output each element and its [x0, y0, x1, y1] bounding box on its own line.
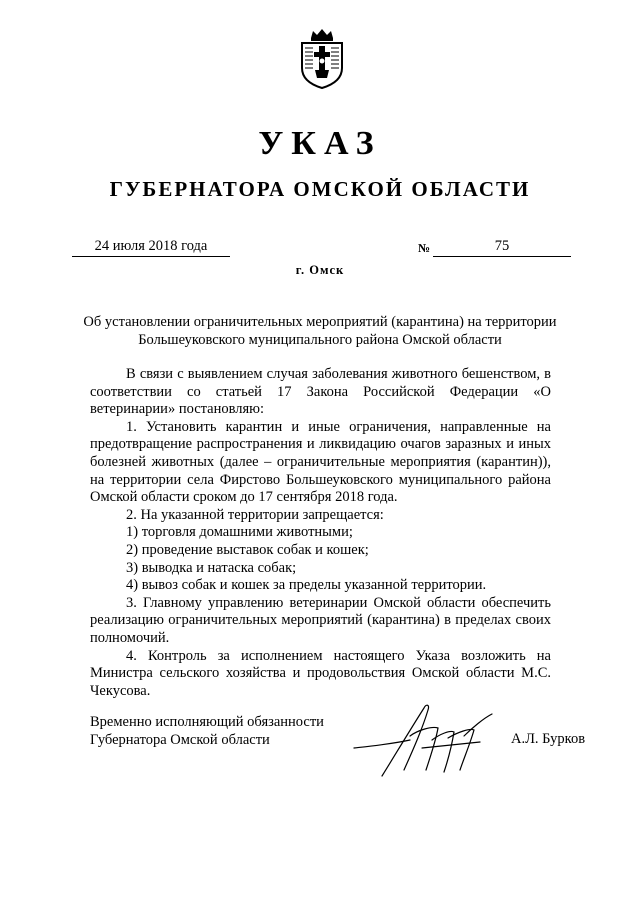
signatory-position-line-2: Губернатора Омской области: [90, 732, 270, 748]
document-city: г. Омск: [295, 263, 345, 277]
document-number: 75: [433, 238, 571, 257]
item-3-paragraph: 3. Главному управлению ветеринарии Омской области обеспечить реализацию ограничительных мероприятий (карантина) в пределах своих полномочий.: [90, 594, 551, 646]
omsk-coat-of-arms-icon: [297, 28, 347, 90]
item-4-paragraph: 4. Контроль за исполнением настоящего Указа возложить на Министра сельского хозяйства и продовольствия Омской области М.С. Чекусова.: [90, 647, 551, 699]
document-subtitle: ГУБЕРНАТОРА ОМСКОЙ ОБЛАСТИ: [109, 177, 531, 201]
preamble-paragraph: В связи с выявлением случая заболевания животного бешенством, в соответствии со статьей 17 Закона Российской Федерации «О ветеринарии» постановляю:: [90, 366, 551, 418]
document-body: [90, 366, 551, 700]
heading-line-1: Об установлении ограничительных мероприятий (карантина) на территории: [83, 314, 557, 330]
document-title: УКАЗ: [258, 125, 382, 162]
signatory-position: [90, 713, 324, 749]
document-date: 24 июля 2018 года: [72, 238, 230, 257]
signatory-name: А.Л. Бурков: [511, 731, 586, 747]
item-2-paragraph: 2. На указанной территории запрещается:: [126, 506, 384, 523]
document-heading: [80, 314, 560, 349]
signatory-position-line-1: Временно исполняющий обязанности: [90, 714, 324, 730]
item-1-paragraph: 1. Установить карантин и иные ограничения, направленные на предотвращение распространения и ликвидацию очагов заразных и иных болезней животных (далее – ограничительные мероприятия (карантин)), на территории села Фирстово Большеуковского муниципального района Омской области сроком до 17 сентября 2018 года.: [90, 418, 551, 506]
sub-item-1: 1) торговля домашними животными;: [126, 524, 353, 541]
sub-item-2: 2) проведение выставок собак и кошек;: [126, 541, 369, 558]
number-sign: №: [418, 241, 431, 255]
sub-item-3: 3) выводка и натаска собак;: [126, 559, 297, 576]
heading-line-2: Большеуковского муниципального района Омской области: [138, 331, 502, 348]
sub-item-4: 4) вывоз собак и кошек за пределы указанной территории.: [126, 577, 487, 594]
handwritten-signature-icon: [352, 700, 512, 778]
